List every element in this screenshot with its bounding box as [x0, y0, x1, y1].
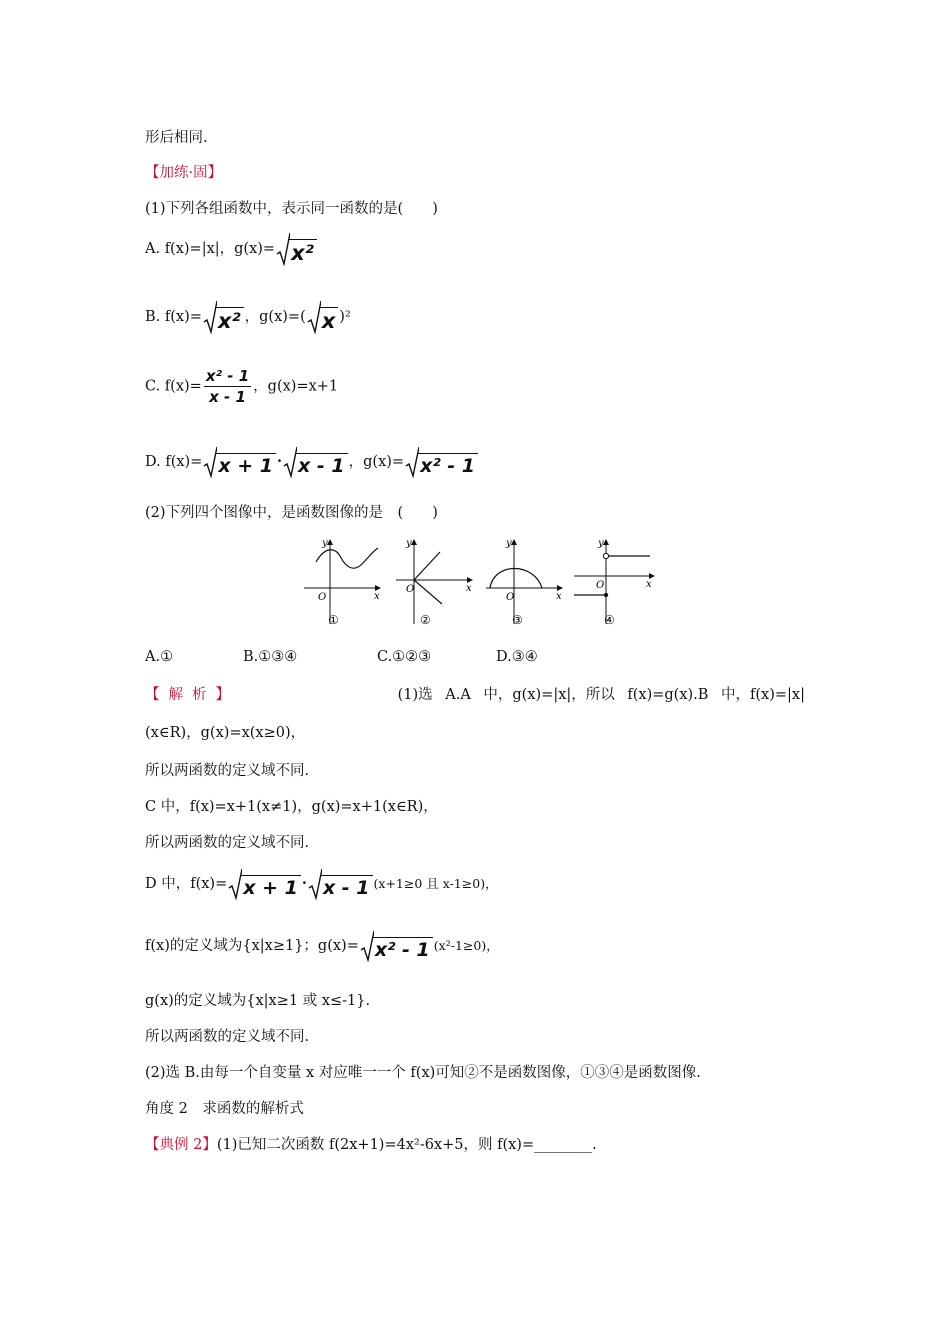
graph-label: ① — [328, 613, 339, 627]
section-subheading: 角度 2 求函数的解析式 — [145, 1101, 304, 1117]
option-c — [145, 366, 338, 407]
solution-line-4: C 中，f(x)=x+1(x≠1)，g(x)=x+1(x∈R)， — [145, 799, 438, 815]
answer-choice-a: A.① — [145, 649, 174, 665]
solution-text: (x²-1≥0)， — [433, 938, 499, 953]
answer-choice-d: D.③④ — [496, 649, 538, 665]
solution-text: D 中，f(x)= — [145, 876, 228, 892]
sqrt-symbol — [203, 446, 276, 478]
solution-line-8: g(x)的定义域为{x|x≥1 或 x≤-1}. — [145, 993, 371, 1009]
sqrt-symbol — [228, 868, 301, 900]
graph-1 — [304, 538, 380, 627]
solution-line-3: 所以两函数的定义域不同. — [145, 763, 310, 779]
graph-2 — [396, 538, 472, 627]
solution-text: (x+1≥0 且 x-1≥0)， — [373, 876, 498, 891]
fraction-denominator: x - 1 — [209, 388, 246, 406]
section-heading: 【加练·固】 — [145, 165, 223, 181]
radicand: x² - 1 — [418, 453, 478, 478]
sqrt-symbol — [203, 300, 244, 334]
multiply-dot: · — [276, 453, 283, 470]
option-d-text: ，g(x)= — [348, 454, 405, 470]
answer-choice-b: B.①③④ — [243, 649, 298, 665]
solution-line-10: (2)选 B.由每一个自变量 x 对应唯一一个 f(x)可知②不是函数图像，①③④是函数图像. — [145, 1065, 701, 1081]
sqrt-symbol — [276, 232, 317, 266]
x-axis-label: x — [466, 583, 472, 594]
example-line — [145, 1134, 597, 1156]
solution-line-7 — [145, 930, 499, 962]
sqrt-symbol — [360, 930, 433, 962]
graph-3 — [486, 538, 562, 627]
y-axis-label: y — [506, 538, 512, 549]
option-a — [145, 232, 318, 266]
radicand: x — [320, 307, 339, 334]
answer-choice-c: C.①②③ — [377, 649, 432, 665]
origin-label: O — [406, 584, 415, 595]
y-axis-label: y — [406, 538, 412, 549]
y-axis-label: y — [322, 538, 328, 549]
multiply-dot: · — [301, 875, 307, 892]
graph-label: ② — [420, 613, 431, 627]
radicand: x + 1 — [241, 875, 301, 900]
option-d-text: D. f(x)= — [145, 454, 203, 470]
origin-label: O — [506, 592, 515, 603]
fraction-numerator: x² - 1 — [205, 367, 250, 385]
question-1: (1)下列各组函数中，表示同一函数的是( ) — [145, 201, 438, 217]
origin-label: O — [596, 580, 605, 591]
fraction — [204, 366, 251, 407]
option-c-text: C. f(x)= — [145, 378, 202, 395]
graph-label: ③ — [512, 613, 523, 627]
example-tag: 【典例 2】 — [145, 1137, 217, 1153]
graph-4 — [574, 538, 654, 627]
origin-label: O — [318, 592, 327, 603]
solution-line-1 — [145, 684, 805, 706]
x-axis-label: x — [556, 591, 562, 602]
sqrt-symbol — [283, 446, 348, 478]
radicand: x² — [216, 307, 244, 334]
graph-figures — [300, 534, 670, 630]
option-b-text: )² — [339, 309, 351, 325]
solution-line-2: (x∈R)，g(x)=x(x≥0)， — [145, 725, 306, 741]
option-b — [145, 300, 351, 334]
radicand: x + 1 — [216, 453, 276, 478]
x-axis-label: x — [374, 591, 380, 602]
option-b-text: ，g(x)=( — [244, 309, 306, 325]
radicand: x² - 1 — [373, 937, 433, 962]
x-axis-label: x — [646, 579, 652, 590]
solution-tag: 【解析】 — [145, 687, 239, 703]
radicand: x² — [289, 239, 317, 266]
solution-line-5: 所以两函数的定义域不同. — [145, 835, 310, 851]
y-axis-label: y — [598, 538, 604, 549]
option-b-text: B. f(x)= — [145, 309, 202, 325]
solution-text: f(x)的定义域为{x|x≥1}；g(x)= — [145, 938, 359, 954]
radicand: x - 1 — [296, 453, 348, 478]
option-a-text: A. f(x)=|x|，g(x)= — [145, 241, 276, 257]
question-2: (2)下列四个图像中，是函数图像的是 ( ) — [145, 505, 438, 521]
solution-line-9: 所以两函数的定义域不同. — [145, 1029, 310, 1045]
sqrt-symbol — [308, 868, 373, 900]
graph-label: ④ — [604, 613, 615, 627]
option-d — [145, 446, 479, 478]
text-line: 形后相同. — [145, 130, 208, 146]
solution-text: (1)选 A.A 中，g(x)=|x|，所以 f(x)=g(x).B 中，f(x)=|x| — [397, 687, 805, 703]
radicand: x - 1 — [321, 875, 373, 900]
option-c-text: ，g(x)=x+1 — [253, 378, 339, 395]
example-text: (1)已知二次函数 f(2x+1)=4x²-6x+5，则 f(x)=________. — [216, 1137, 597, 1153]
sqrt-symbol — [405, 446, 478, 478]
sqrt-symbol — [307, 300, 339, 334]
solution-line-6 — [145, 868, 498, 900]
